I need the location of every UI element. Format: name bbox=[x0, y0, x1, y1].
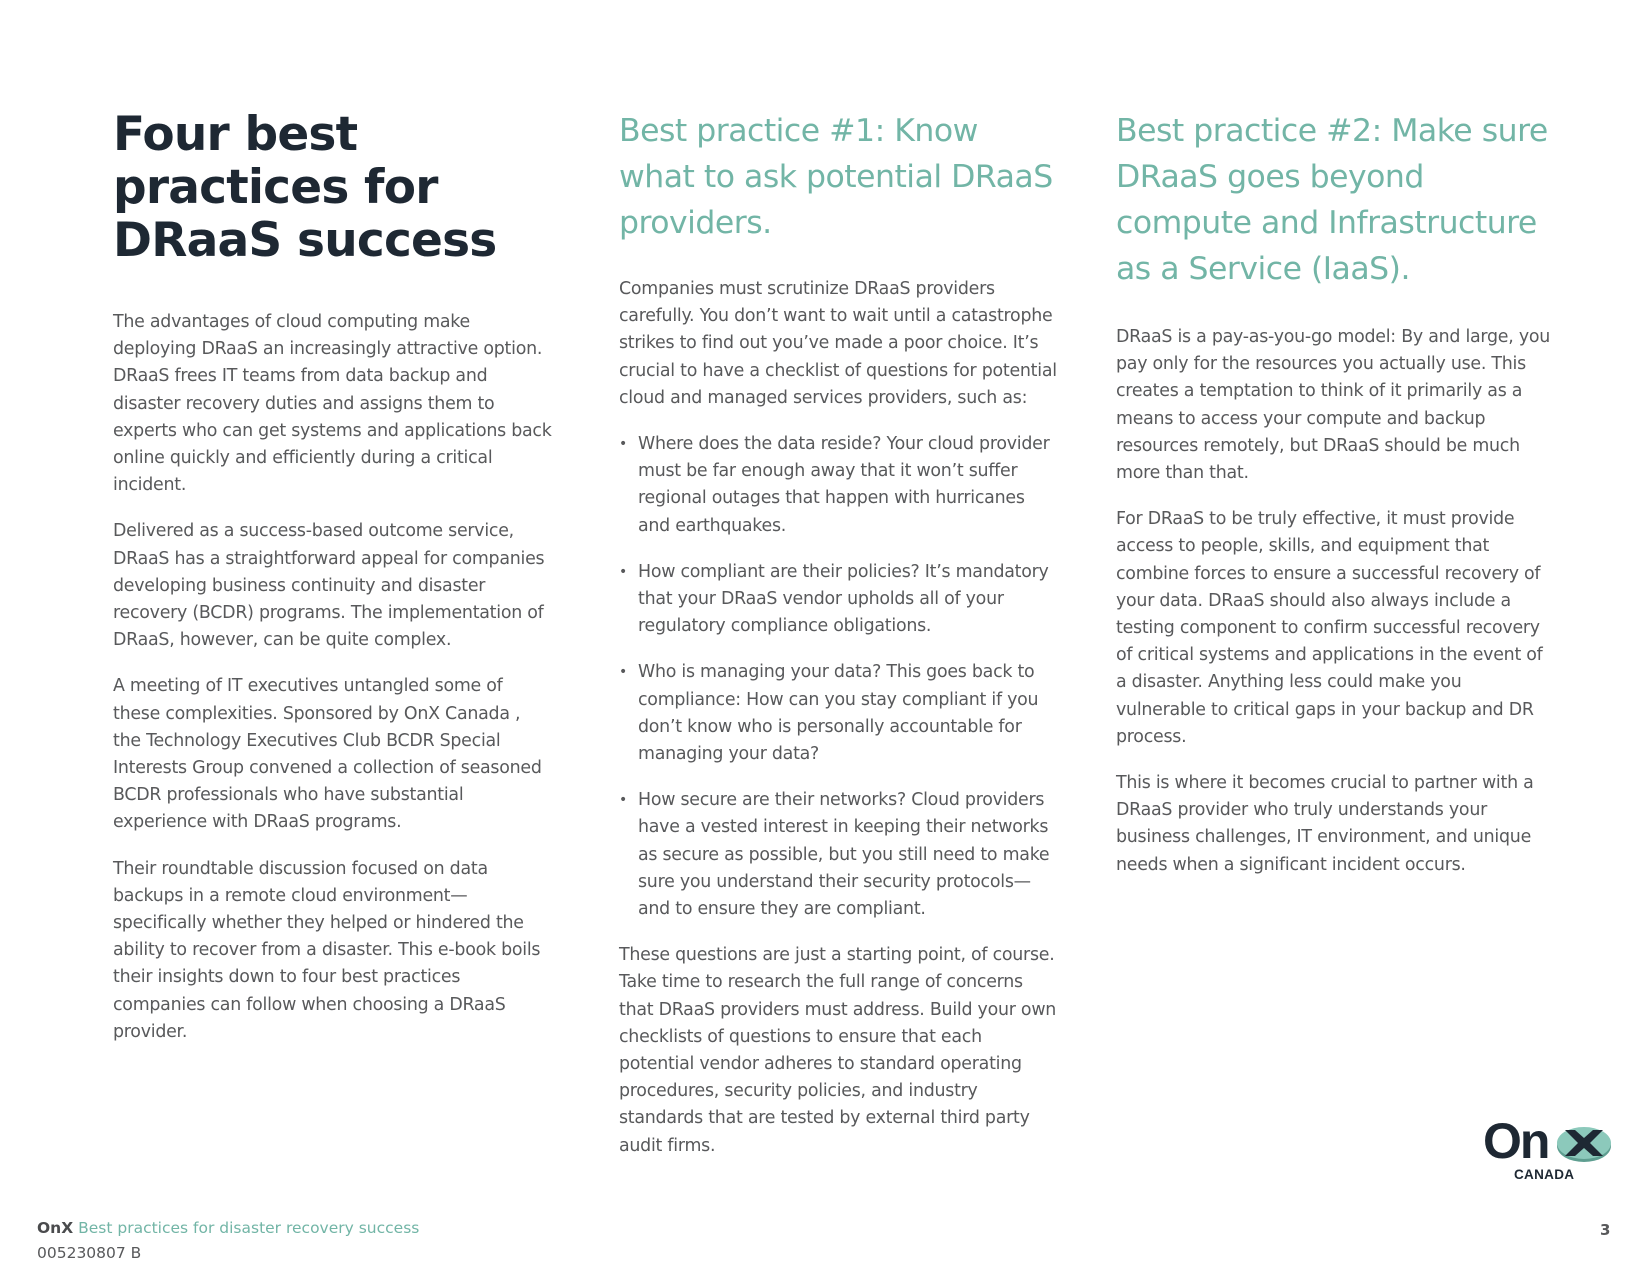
intro-paragraph: The advantages of cloud computing make deploying DRaaS an increasingly attractive option. DRaaS frees IT teams from data backup and disaster recovery duties and assigns them to experts who can get systems and applications back online quickly and efficiently during a critical incident. bbox=[113, 312, 552, 496]
footer-doc-title: Best practices for disaster recovery success bbox=[78, 1219, 420, 1237]
column-best-practice-2 bbox=[1116, 108, 1556, 879]
list-item-text: How secure are their networks? Cloud providers have a vested interest in keeping their networks as secure as possible, but you still need to make sure you understand their security protocols—and to ensure they are compliant. bbox=[638, 790, 1050, 920]
footer-brand: OnX bbox=[37, 1219, 74, 1237]
logo-wordmark: On bbox=[1483, 1113, 1549, 1169]
list-item-text: How compliant are their policies? It’s mandatory that your DRaaS vendor upholds all of your regulatory compliance obligations. bbox=[638, 561, 1049, 637]
bullet-icon: • bbox=[619, 792, 628, 809]
list-item-text: Who is managing your data? This goes back to compliance: How can you stay compliant if you don’t know who is personally accountable for managing your data? bbox=[638, 662, 1039, 765]
list-item bbox=[619, 431, 1059, 540]
body-paragraph: This is where it becomes crucial to partner with a DRaaS provider who truly understands your business challenges, IT environment, and unique needs when a significant incident occurs. bbox=[1116, 773, 1534, 875]
column-intro bbox=[113, 108, 553, 1046]
body-paragraph: For DRaaS to be truly effective, it must provide access to people, skills, and equipment that combine forces to ensure a successful recovery of your data. DRaaS should also always include a testing component to confirm successful recovery of critical systems and applications in the event of a disaster. Anything less could make you vulnerable to critical gaps in your backup and DR process. bbox=[1116, 509, 1543, 747]
body-paragraph: Delivered as a success-based outcome service, DRaaS has a straightforward appeal for companies developing business continuity and disaster recovery (BCDR) programs. The implementation of DRaaS, however, can be quite complex. bbox=[113, 521, 545, 651]
bullet-icon: • bbox=[619, 563, 628, 580]
x-badge-icon bbox=[1555, 1124, 1613, 1164]
lead-paragraph: DRaaS is a pay-as-you-go model: By and large, you pay only for the resources you actually use. This creates a temptation to think of it primarily as a means to access your compute and backup resources remotely, but DRaaS should be much more than that. bbox=[1116, 327, 1551, 484]
question-list bbox=[619, 431, 1059, 923]
onx-canada-logo bbox=[1483, 1113, 1618, 1190]
page-title-line: Four best bbox=[113, 107, 358, 162]
section-heading: Best practice #2: Make sure DRaaS goes beyond compute and Infrastructure as a Service (IaaS). bbox=[1116, 113, 1548, 287]
logo-subtitle: CANADA bbox=[1514, 1167, 1575, 1182]
bullet-icon: • bbox=[619, 664, 628, 681]
list-item bbox=[619, 659, 1059, 768]
footer-doc-code: 005230807 B bbox=[37, 1244, 142, 1262]
page-number: 3 bbox=[1600, 1221, 1611, 1239]
list-item bbox=[619, 559, 1059, 641]
bullet-icon: • bbox=[619, 436, 628, 453]
page-title bbox=[113, 108, 553, 267]
section-heading: Best practice #1: Know what to ask potential DRaaS providers. bbox=[619, 113, 1053, 241]
list-item bbox=[619, 787, 1059, 923]
body-paragraph: A meeting of IT executives untangled some of these complexities. Sponsored by OnX Canada , the Technology Executives Club BCDR Special Interests Group convened a collection of seasoned BCDR professionals who have substantial experience with DRaaS programs. bbox=[113, 676, 542, 833]
page-title-line: DRaaS success bbox=[113, 213, 497, 268]
column-best-practice-1 bbox=[619, 108, 1059, 1160]
body-paragraph: Their roundtable discussion focused on data backups in a remote cloud environment—specifically whether they helped or hindered the ability to recover from a disaster. This e-book boils their insights down to four best practices companies can follow when choosing a DRaaS provider. bbox=[113, 858, 541, 1042]
list-item-text: Where does the data reside? Your cloud provider must be far enough away that it won’t suffer regional outages that happen with hurricanes and earthquakes. bbox=[638, 434, 1050, 536]
page-title-line: practices for bbox=[113, 160, 438, 215]
footer-title-line bbox=[37, 1216, 419, 1241]
lead-paragraph: Companies must scrutinize DRaaS providers carefully. You don’t want to wait until a catastrophe strikes to find out you’ve made a poor choice. It’s crucial to have a checklist of questions for potential cloud and managed services providers, such as: bbox=[619, 279, 1057, 408]
page-footer bbox=[37, 1216, 419, 1266]
closing-paragraph: These questions are just a starting point, of course. Take time to research the full range of concerns that DRaaS providers must address. Build your own checklists of questions to ensure that each potential vendor adheres to standard operating procedures, security policies, and industry standards that are tested by external third party audit firms. bbox=[619, 945, 1057, 1156]
